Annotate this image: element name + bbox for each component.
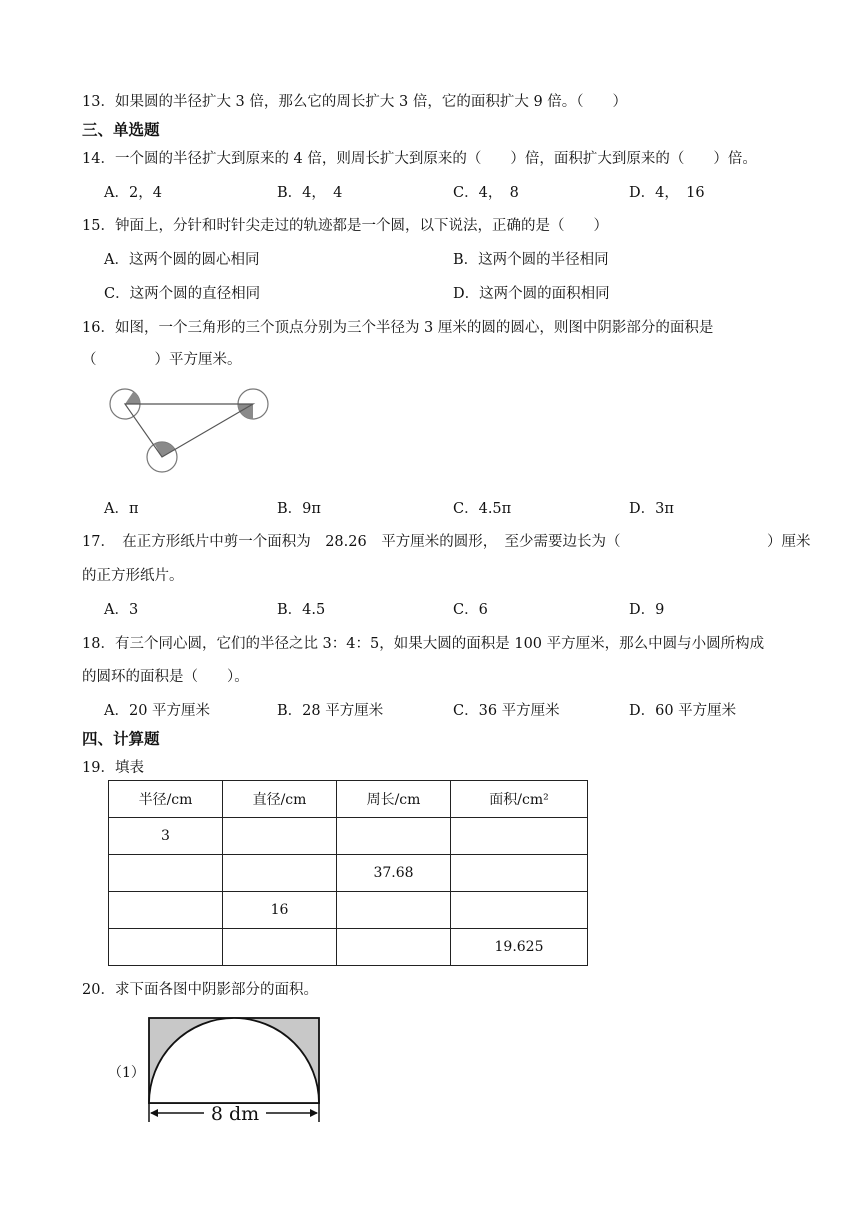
q17-option-a[interactable]: A．3 [104, 602, 139, 618]
q17-option-b[interactable]: B．4.5 [277, 602, 326, 618]
q14-option-d[interactable]: D．4， 16 [629, 185, 705, 201]
table-row [109, 892, 588, 929]
q16-option-a[interactable]: A．π [104, 501, 139, 517]
q15-option-c[interactable]: C．这两个圆的直径相同 [104, 286, 261, 302]
q17-option-c[interactable]: C．6 [453, 602, 488, 618]
table-cell[interactable] [337, 892, 451, 929]
table-cell[interactable] [223, 929, 337, 966]
question-20: 20．求下面各图中阴影部分的面积。 [82, 982, 318, 998]
table-cell[interactable] [451, 855, 588, 892]
table-cell[interactable] [223, 818, 337, 855]
table-row [109, 929, 588, 966]
q17-option-d[interactable]: D．9 [629, 602, 665, 618]
q18-option-a[interactable]: A．20 平方厘米 [104, 703, 211, 719]
dimension-label: 8 dm [210, 1103, 260, 1125]
q18-option-d[interactable]: D．60 平方厘米 [629, 703, 737, 719]
table-cell[interactable] [109, 929, 223, 966]
q15-option-a[interactable]: A．这两个圆的圆心相同 [104, 252, 260, 268]
question-13: 13．如果圆的半径扩大 3 倍，那么它的周长扩大 3 倍，它的面积扩大 9 倍。（ ） [82, 94, 628, 110]
q16-option-d[interactable]: D．3π [629, 501, 674, 517]
q14-option-b[interactable]: B．4， 4 [277, 185, 343, 201]
table-cell[interactable]: 16 [223, 892, 337, 929]
table-cell[interactable] [451, 892, 588, 929]
q15-option-d[interactable]: D．这两个圆的面积相同 [453, 286, 610, 302]
question-17-line1-end: ）厘米 [767, 534, 811, 550]
table-cell[interactable] [223, 855, 337, 892]
table-header-row [109, 781, 588, 818]
q16-option-c[interactable]: C．4.5π [453, 501, 512, 517]
q14-option-c[interactable]: C．4， 8 [453, 185, 519, 201]
semicircle-in-rectangle-figure [146, 1014, 326, 1126]
q18-option-b[interactable]: B．28 平方厘米 [277, 703, 384, 719]
question-15: 15．钟面上，分针和时针尖走过的轨迹都是一个圆，以下说法，正确的是（ ） [82, 218, 608, 234]
header-cell: 周长/cm [337, 781, 451, 818]
fill-in-table [108, 780, 588, 966]
q18-option-c[interactable]: C．36 平方厘米 [453, 703, 560, 719]
question-17-line1: 17． 在正方形纸片中剪一个面积为 28.26 平方厘米的圆形， 至少需要边长为（ [82, 534, 621, 550]
table-cell[interactable]: 19.625 [451, 929, 588, 966]
table-cell[interactable] [337, 818, 451, 855]
header-cell: 直径/cm [223, 781, 337, 818]
q14-option-a[interactable]: A．2，4 [104, 185, 162, 201]
table-row [109, 855, 588, 892]
table-cell[interactable] [109, 892, 223, 929]
table-cell[interactable]: 37.68 [337, 855, 451, 892]
table-cell[interactable] [109, 855, 223, 892]
triangle-circles-figure [100, 380, 280, 475]
question-16-line1: 16．如图，一个三角形的三个顶点分别为三个半径为 3 厘米的圆的圆心，则图中阴影部分的面积是 [82, 320, 714, 336]
question-18-line1: 18．有三个同心圆，它们的半径之比 3：4：5，如果大圆的面积是 100 平方厘米，那么中圆与小圆所构成 [82, 636, 765, 652]
table-row [109, 818, 588, 855]
q16-option-b[interactable]: B．9π [277, 501, 321, 517]
table-cell[interactable] [451, 818, 588, 855]
figure-label-1: （1） [108, 1065, 145, 1081]
question-16-line2: （ ）平方厘米。 [82, 352, 242, 368]
question-19: 19．填表 [82, 760, 144, 776]
header-cell: 面积/cm² [451, 781, 588, 818]
q15-option-b[interactable]: B．这两个圆的半径相同 [453, 252, 609, 268]
section-heading-calculation: 四、计算题 [82, 730, 160, 748]
question-17-line2: 的正方形纸片。 [82, 568, 184, 584]
table-cell[interactable] [337, 929, 451, 966]
section-heading-single-choice: 三、单选题 [82, 121, 160, 139]
question-14: 14．一个圆的半径扩大到原来的 4 倍，则周长扩大到原来的（ ）倍，面积扩大到原来的（ ）倍。 [82, 151, 757, 167]
question-18-line2: 的圆环的面积是（ ）。 [82, 669, 249, 685]
table-cell[interactable]: 3 [109, 818, 223, 855]
header-cell: 半径/cm [109, 781, 223, 818]
